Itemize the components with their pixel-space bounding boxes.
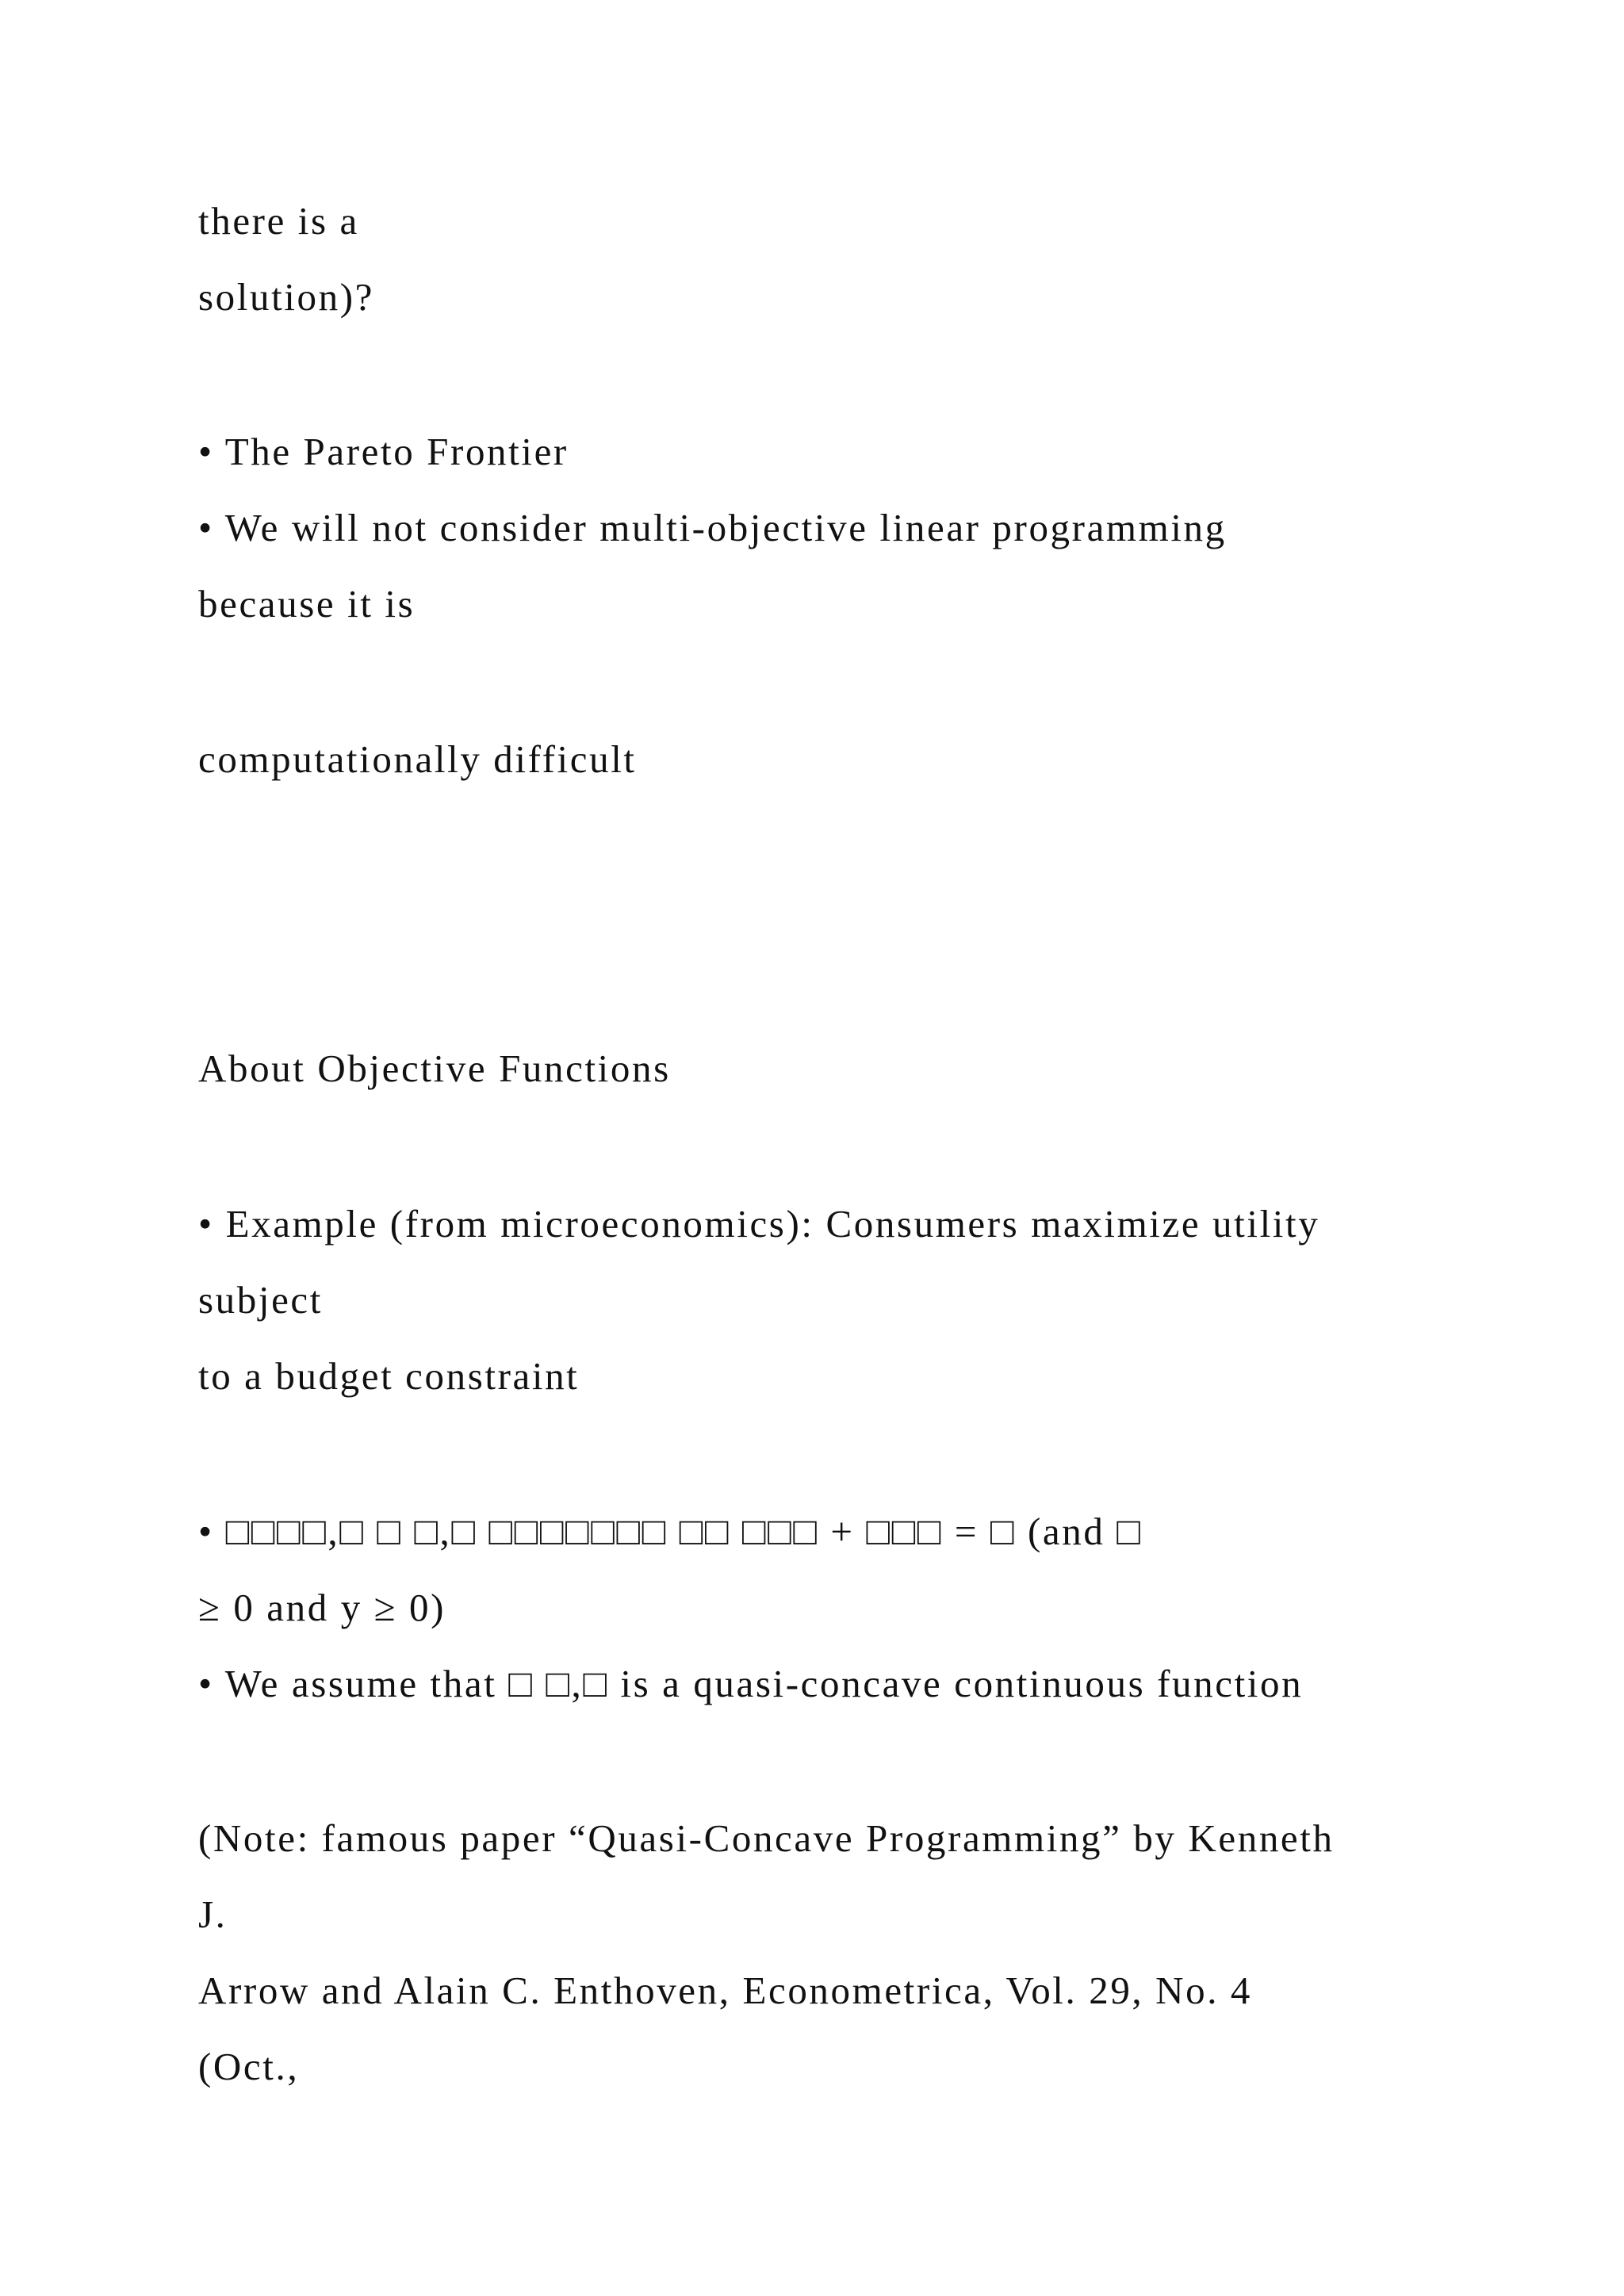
text-line-nonnegativity: ≥ 0 and y ≥ 0): [198, 1586, 446, 1629]
bullet-quasi-concave-assumption: • We assume that □ □,□ is a quasi-concave continuous function: [198, 1662, 1304, 1705]
text-line-oct: (Oct.,: [198, 2045, 300, 2088]
text-line-budget-constraint: to a budget constraint: [198, 1354, 580, 1398]
bullet-multi-objective: • We will not consider multi-objective linear programming: [198, 506, 1227, 549]
text-line-arrow-enthoven: Arrow and Alain C. Enthoven, Econometrica, Vol. 29, No. 4: [198, 1969, 1253, 2012]
text-line-solution: solution)?: [198, 275, 374, 319]
text-line-there-is-a: there is a: [198, 199, 359, 243]
text-line-j: J.: [198, 1892, 228, 1936]
text-line-note-famous-paper: (Note: famous paper “Quasi-Concave Programming” by Kenneth: [198, 1816, 1335, 1860]
text-line-subject: subject: [198, 1278, 323, 1322]
bullet-pareto-frontier: • The Pareto Frontier: [198, 430, 569, 473]
section-heading-objective-functions: About Objective Functions: [198, 1047, 671, 1090]
text-line-because-it-is: because it is: [198, 582, 416, 626]
bullet-formula-missing-glyphs: • □□□□,□ □ □,□ □□□□□□□ □□ □□□ + □□□ = □ (and □: [198, 1510, 1143, 1553]
bullet-example-microeconomics: • Example (from microeconomics): Consumers maximize utility: [198, 1202, 1320, 1246]
text-line-computationally-difficult: computationally difficult: [198, 737, 637, 781]
